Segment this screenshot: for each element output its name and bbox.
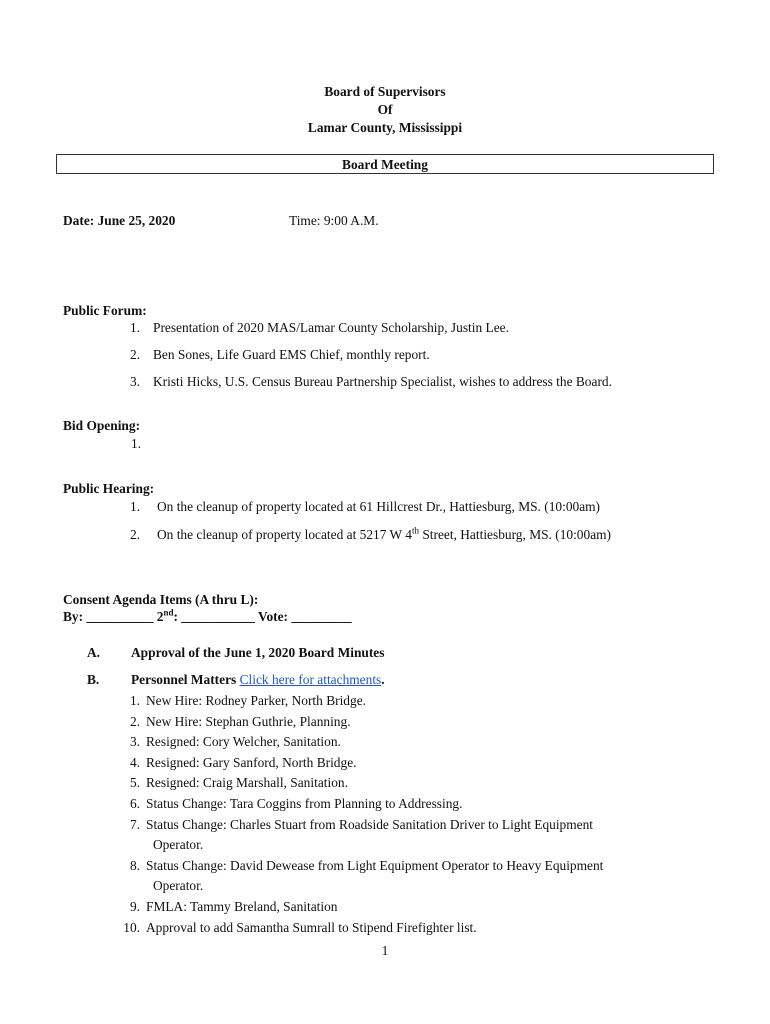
header-line-3: Lamar County, Mississippi [307,120,463,135]
list-item-continuation: Operator. [153,878,204,894]
list-item: 7. Status Change: Charles Stuart from Roadside Sanitation Driver to Light Equipment [129,816,594,832]
header-line-2: Of [377,102,393,117]
item-b-title-line: Personnel Matters Click here for attachments. [131,672,385,687]
attachments-link[interactable]: Click here for attachments [239,672,382,687]
item-a-title: Approval of the June 1, 2020 Board Minutes [131,645,385,660]
list-item: 8. Status Change: David Dewease from Light Equipment Operator to Heavy Equipment [129,857,604,873]
bid-opening-heading: Bid Opening: [63,418,141,433]
item-a-letter: A. [87,645,101,660]
list-item: 9. FMLA: Tammy Breland, Sanitation [129,899,338,914]
public-hearing-heading: Public Hearing: [63,481,155,496]
list-item: 2. Ben Sones, Life Guard EMS Chief, monthly report. [129,347,430,362]
list-item: 2. On the cleanup of property located at 5217 W 4th Street, Hattiesburg, MS. (10:00am) [129,525,612,542]
public-forum-heading: Public Forum: [63,303,147,318]
consent-agenda-heading: Consent Agenda Items (A thru L): [63,592,259,607]
list-item: 3. Resigned: Cory Welcher, Sanitation. [129,734,341,750]
list-item: 5. Resigned: Craig Marshall, Sanitation. [129,775,348,791]
list-item: 1. [131,436,142,451]
list-item: 1. Presentation of 2020 MAS/Lamar County Scholarship, Justin Lee. [129,320,509,335]
list-item: 1. On the cleanup of property located at 61 Hillcrest Dr., Hattiesburg, MS. (10:00am) [129,499,601,514]
list-item: 10. Approval to add Samantha Sumrall to Stipend Firefighter list. [123,919,477,935]
meeting-date: Date: June 25, 2020 [63,213,176,228]
list-item: 1. New Hire: Rodney Parker, North Bridge. [129,693,366,708]
list-item: 6. Status Change: Tara Coggins from Planning to Addressing. [129,796,463,811]
list-item: 3. Kristi Hicks, U.S. Census Bureau Partnership Specialist, wishes to address the Board. [129,374,612,389]
list-item: 2. New Hire: Stephan Guthrie, Planning. [129,713,351,729]
list-item-continuation: Operator. [153,837,204,853]
item-b-letter: B. [87,672,100,687]
meeting-time: Time: 9:00 A.M. [289,213,379,228]
meeting-title-box: Board Meeting [56,154,714,174]
list-item: 4. Resigned: Gary Sanford, North Bridge. [129,754,357,770]
page-number: 1 [381,943,389,958]
consent-vote-line: By: __________ 2nd: ___________ Vote: _________ [63,607,352,624]
header-line-1: Board of Supervisors [324,84,446,99]
